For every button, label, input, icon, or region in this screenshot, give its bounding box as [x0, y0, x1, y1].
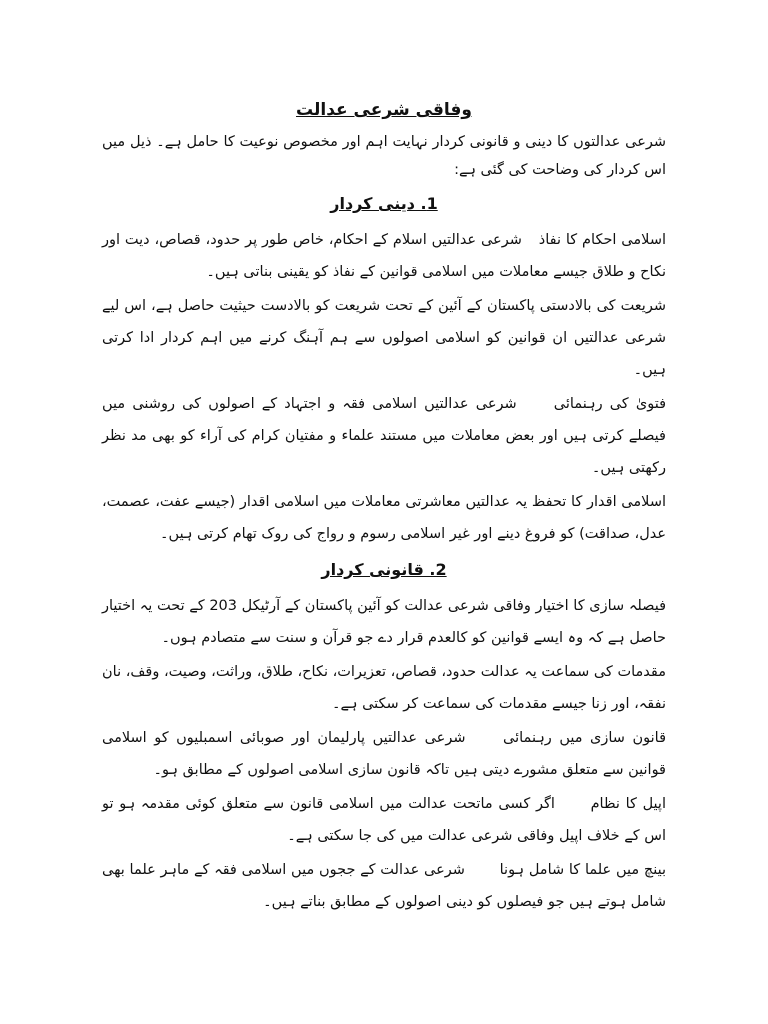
section-heading-religious-role: 1. دینی کردار — [330, 194, 438, 213]
paragraph-scholars-on-bench — [102, 854, 666, 918]
paragraph-fatwa-guidance — [102, 388, 666, 484]
paragraph-text: شرعی عدالت کے ججوں میں اسلامی فقہ کے ماہر علما بھی شامل ہوتے ہیں جو فیصلوں کو دینی اصولوں کے مطابق بناتے ہیں۔ — [102, 862, 666, 910]
paragraph-label: بینچ میں علما کا شامل ہونا — [499, 862, 667, 878]
paragraph-label: فتویٰ کی رہنمائی — [553, 396, 667, 412]
paragraph-text: مقدمات کی سماعت یہ عدالت حدود، قصاص، تعزیرات، نکاح، طلاق، وراثت، وصیت، وقف، نان نفقہ، اور زنا جیسے مقدمات کی سماعت کر سکتی ہے۔ — [102, 664, 666, 712]
paragraph-islamic-values-protection — [102, 486, 666, 550]
paragraph-decision-authority — [102, 590, 666, 654]
paragraph-text: شرعی عدالتیں اسلام کے احکام، خاص طور پر حدود، قصاص، دیت اور نکاح و طلاق جیسے معاملات میں اسلامی قوانین کے نفاذ کو یقینی بناتی ہیں۔ — [102, 232, 666, 280]
paragraph-text: شریعت کی بالادستی پاکستان کے آئین کے تحت شریعت کو بالادست حیثیت حاصل ہے، اس لیے شرعی عدالتیں ان قوانین کو اسلامی اصولوں سے ہم آہنگ کرنے میں اہم کردار ادا کرتی ہیں۔ — [102, 298, 666, 378]
paragraph-label: اپیل کا نظام — [590, 796, 666, 812]
paragraph-text: شرعی عدالتیں اسلامی فقہ و اجتہاد کے اصولوں کی روشنی میں فیصلے کرتی ہیں اور بعض معاملات میں مستند علماء و مفتیان کرام کی آراء کو بھی مد نظر رکھتی ہیں۔ — [102, 396, 666, 476]
paragraph-appeal-system — [102, 788, 666, 852]
paragraph-label: قانون سازی میں رہنمائی — [503, 730, 667, 746]
paragraph-case-hearing — [102, 656, 666, 720]
paragraph-sharia-supremacy — [102, 290, 666, 386]
paragraph-text: اسلامی اقدار کا تحفظ یہ عدالتیں معاشرتی معاملات میں اسلامی اقدار (جیسے عفت، عصمت، عدل، صداقت) کو فروغ دینے اور غیر اسلامی رسوم و رواج کی روک تھام کرتی ہیں۔ — [102, 494, 666, 542]
paragraph-label: اسلامی احکام کا نفاذ — [538, 232, 666, 248]
paragraph-text: شرعی عدالتیں پارلیمان اور صوبائی اسمبلیوں کو اسلامی قوانین سے متعلق مشورے دیتی ہیں تاکہ قانون سازی اسلامی اصولوں کے مطابق ہو۔ — [102, 730, 666, 778]
paragraph-islamic-laws-enforcement — [102, 224, 666, 288]
paragraph-legislation-guidance — [102, 722, 666, 786]
document-title: وفاقی شرعی عدالت — [296, 100, 472, 120]
intro-paragraph: شرعی عدالتوں کا دینی و قانونی کردار نہایت اہم اور مخصوص نوعیت کا حامل ہے۔ ذیل میں اس کردار کی وضاحت کی گئی ہے: — [102, 134, 666, 178]
paragraph-text: اگر کسی ماتحت عدالت میں اسلامی قانون سے متعلق کوئی مقدمہ ہو تو اس کے خلاف اپیل وفاقی شرعی عدالت میں کی جا سکتی ہے۔ — [102, 796, 666, 844]
paragraph-text: فیصلہ سازی کا اختیار وفاقی شرعی عدالت کو آئین پاکستان کے آرٹیکل 203 کے تحت یہ اختیار حاصل ہے کہ وہ ایسے قوانین کو کالعدم قرار دے جو قرآن و سنت سے متصادم ہوں۔ — [102, 598, 667, 646]
section-heading-legal-role: 2. قانونی کردار — [321, 560, 447, 579]
